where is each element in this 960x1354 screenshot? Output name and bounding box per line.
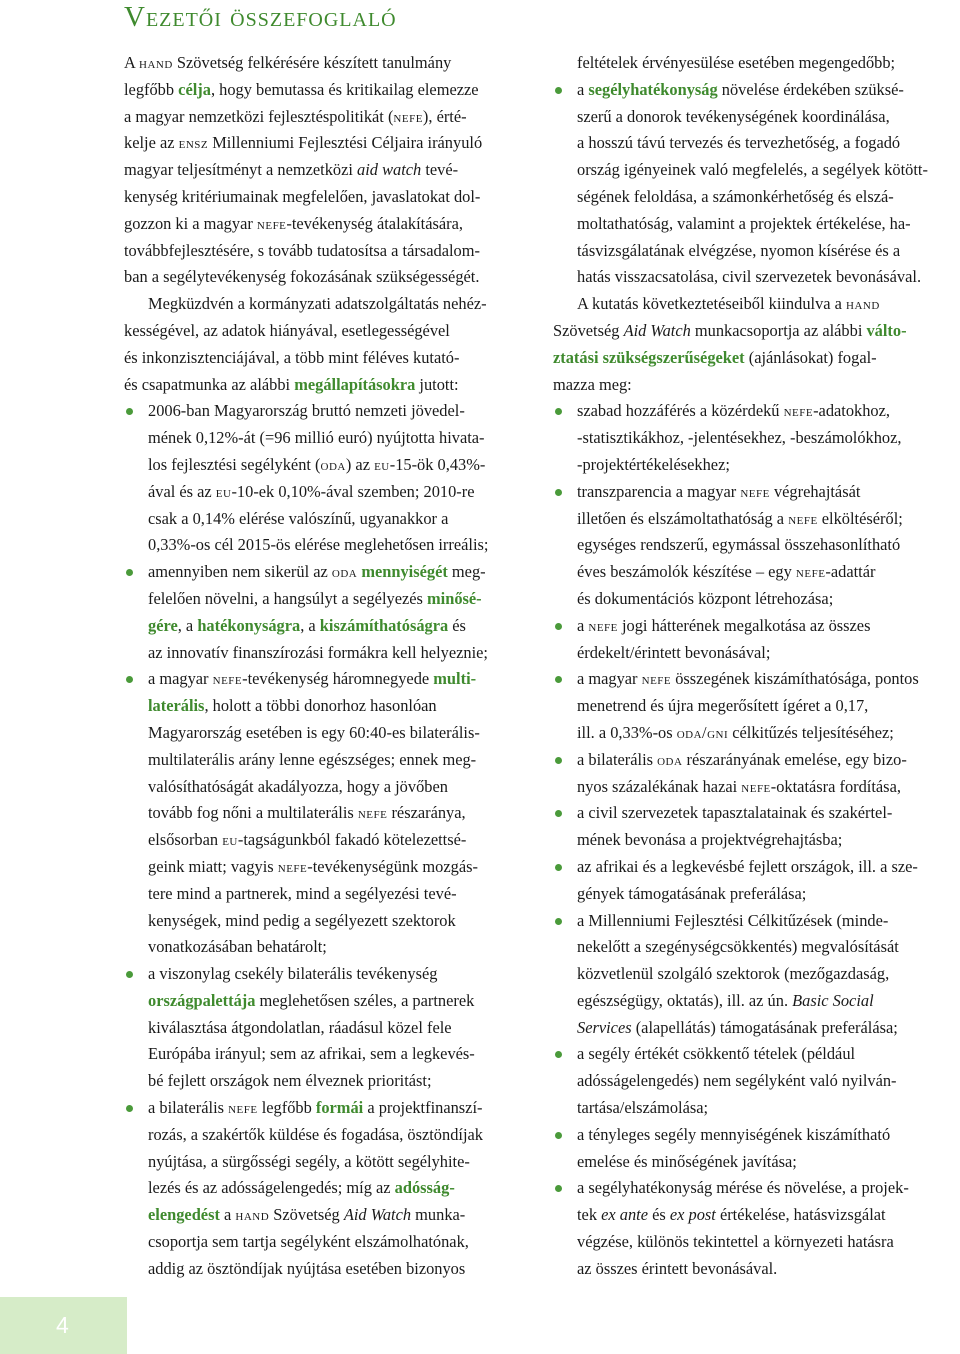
bullet-continuation-line: laterális, holott a többi donorhoz hasonlóan: [148, 696, 437, 716]
bullet-line: transzparencia a magyar nefe végrehajtását: [553, 479, 955, 506]
bullet-continuation-line: Európába irányul; sem az afrikai, sem a legkevés-: [148, 1044, 475, 1064]
bullet-continuation-line: elsősorban eu-tagságunkból fakadó kötelezettsé-: [148, 830, 467, 850]
paragraph-line: a magyar nemzetközi fejlesztéspolitikát (nefe), érté-: [124, 106, 467, 126]
bullet-line: a Millenniumi Fejlesztési Célkitűzések (minde-: [553, 908, 955, 935]
bullet-continuation-line: multilaterális arány lenne egészséges; ennek meg-: [148, 749, 477, 769]
left-text-column: [124, 50, 536, 1283]
bullet-continuation-line: ország igényeinek való megfelelés, a segélyek kötött-: [577, 160, 928, 180]
paragraph-line: ban a segélytevékenység fokozásának szükségességét.: [124, 267, 480, 287]
bullet-continuation-line: rozás, a szakértők küldése és fogadása, ösztöndíjak: [148, 1124, 483, 1144]
bullet-continuation-line: egészségügy, oktatás), ill. az ún. Basic Social: [577, 990, 874, 1010]
bullet-continuation-line: tere mind a partnerek, mind a segélyezési tevé-: [148, 883, 457, 903]
paragraph-line: kességével, az adatok hiányával, esetlegességével: [124, 320, 450, 340]
bullet-continuation-line: szerű a donorok tevékenységének koordinálása,: [577, 106, 890, 126]
bullet-continuation-line: a hosszú távú tervezés és tervezhetőség, a fogadó: [577, 133, 901, 153]
bullet-continuation-line: geink miatt; vagyis nefe-tevékenységünk mozgás-: [148, 856, 478, 876]
bullet-continuation-line: nyújtása, a sürgősségi segély, a kötött segélyhite-: [148, 1151, 470, 1171]
bullet-line: a viszonylag csekély bilaterális tevékenység: [124, 961, 536, 988]
bullet-continuation-line: országpalettája meglehetősen széles, a partnerek: [148, 990, 475, 1010]
bullet-continuation-line: és dokumentációs központ létrehozása;: [577, 588, 834, 608]
bullet-continuation-line: végzése, különös tekintettel a környezeti hatásra: [577, 1232, 894, 1252]
bullet-continuation-line: tásvizsgálatának elvégzése, nyomon kísérése és a: [577, 240, 901, 260]
bullet-continuation-line: bé fejlett országok nem élveznek prioritást;: [148, 1071, 432, 1091]
paragraph-line: kenység kritériumainak megfelelően, javaslatokat dol-: [124, 186, 481, 206]
section-title: Vezetői összefoglaló: [124, 1, 397, 33]
paragraph-line: Megküzdvén a kormányzati adatszolgáltatás nehéz-: [148, 294, 487, 314]
bullet-continuation-line: ával és az eu-10-ek 0,10%-ával szemben; 2010-re: [148, 481, 475, 501]
bullet-continuation-line: los fejlesztési segélyként (oda) az eu-15-ök 0,43%-: [148, 454, 486, 474]
paragraph-line: mazza meg:: [553, 374, 632, 394]
bullet-continuation-line: nekelőtt a szegénységcsökkentés) megvalósítását: [577, 937, 899, 957]
paragraph-line: kelje az ensz Millenniumi Fejlesztési Céljaira irányuló: [124, 133, 483, 153]
bullet-line: a nefe jogi hátterének megalkotása az összes: [553, 613, 955, 640]
bullet-continuation-line: egységes rendszerű, egymással összehasonlítható: [577, 535, 901, 555]
paragraph-line: magyar teljesítményt a nemzetközi aid watch tevé-: [124, 160, 459, 180]
bullet-continuation-line: érdekelt/érintett bevonásával;: [577, 642, 771, 662]
paragraph-line: és inkonzisztenciájával, a több mint féléves kutató-: [124, 347, 460, 367]
bullet-continuation-line: emelése és minőségének javítása;: [577, 1151, 797, 1171]
bullet-continuation-line: vonatkozásában behatárolt;: [148, 937, 327, 957]
bullet-continuation-line: Magyarország esetében is egy 60:40-es bilaterális-: [148, 722, 480, 742]
bullet-continuation-line: valósíthatóságát akadályozza, hogy a jövőben: [148, 776, 448, 796]
bullet-line: a segélyhatékonyság növelése érdekében szüksé-: [553, 77, 955, 104]
bullet-continuation-line: 0,33%-os cél 2015-ös elérése meglehetősen irreális;: [148, 535, 489, 555]
bullet-line: a bilaterális nefe legfőbb formái a projektfinanszí-: [124, 1095, 536, 1122]
bullet-line: az afrikai és a legkevésbé fejlett országok, ill. a sze-: [553, 854, 955, 881]
bullet-continuation-line: éves beszámolók készítése – egy nefe-adattár: [577, 562, 876, 582]
bullet-continuation-line: Services (alapellátás) támogatásának preferálása;: [577, 1017, 898, 1037]
bullet-continuation-line: gények támogatásának preferálása;: [577, 883, 807, 903]
paragraph-line: továbbfejlesztésére, s tovább tudatosítsa a társadalom-: [124, 240, 480, 260]
bullet-continuation-line: tovább fog nőni a multilaterális nefe részaránya,: [148, 803, 466, 823]
bullet-continuation-line: adósságelengedés) nem segélyként való nyilván-: [577, 1071, 897, 1091]
bullet-continuation-line: -statisztikákhoz, -jelentésekhez, -beszámolókhoz,: [577, 428, 902, 448]
bullet-continuation-line: feltételek érvényesülése esetében megengedőbb;: [577, 53, 896, 72]
bullet-continuation-line: tek ex ante és ex post értékelése, hatásvizsgálat: [577, 1205, 886, 1225]
bullet-continuation-line: mének 0,12%-át (=96 millió euró) nyújtotta hivata-: [148, 428, 485, 448]
bullet-continuation-line: hatás visszacsatolása, civil szervezetek bevonásával.: [577, 267, 922, 287]
bullet-continuation-line: az összes érintett bevonásával.: [577, 1258, 778, 1278]
bullet-line: szabad hozzáférés a közérdekű nefe-adatokhoz,: [553, 398, 955, 425]
bullet-continuation-line: közvetlenül szolgáló szektorok (mezőgazdaság,: [577, 964, 890, 984]
paragraph-line: A kutatás következtetéseiből kiindulva a hand: [577, 294, 880, 314]
bullet-line: a magyar nefe-tevékenység háromnegyede multi-: [124, 666, 536, 693]
bullet-continuation-line: -projektértékelésekhez;: [577, 454, 730, 474]
bullet-line: 2006-ban Magyarország bruttó nemzeti jövedel-: [124, 398, 536, 425]
bullet-continuation-line: az innovatív finanszírozási formákra kell helyeznie;: [148, 642, 488, 662]
paragraph-line: legfőbb célja, hogy bemutassa és kritikailag elemezze: [124, 79, 479, 99]
bullet-continuation-line: gére, a hatékonyságra, a kiszámíthatóságra és: [148, 615, 466, 635]
bullet-continuation-line: menetrend és újra megerősített ígéret a 0,17,: [577, 696, 869, 716]
bullet-continuation-line: felelően növelni, a hangsúlyt a segélyezés minősé-: [148, 588, 482, 608]
bullet-continuation-line: tartása/elszámolása;: [577, 1098, 709, 1118]
bullet-continuation-line: moltathatóság, valamint a projektek értékelése, ha-: [577, 213, 911, 233]
paragraph-line: és csapatmunka az alábbi megállapításokra jutott:: [124, 374, 459, 394]
right-text-column: [553, 50, 955, 1283]
bullet-line: amennyiben nem sikerül az oda mennyiségét meg-: [124, 559, 536, 586]
paragraph-line: ztatási szükségszerűségeket (ajánlásokat) fogal-: [553, 347, 877, 367]
bullet-line: a tényleges segély mennyiségének kiszámítható: [553, 1122, 955, 1149]
bullet-continuation-line: csoportja sem tartja segélyként elszámolhatónak,: [148, 1232, 469, 1252]
bullet-continuation-line: elengedést a hand Szövetség Aid Watch munka-: [148, 1205, 466, 1225]
bullet-line: a segély értékét csökkentő tételek (például: [553, 1041, 955, 1068]
bullet-line: a bilaterális oda részarányának emelése, egy bizo-: [553, 747, 955, 774]
bullet-continuation-line: illetően és elszámoltathatóság a nefe elköltéséről;: [577, 508, 903, 528]
bullet-continuation-line: ségének feloldása, a számonkérhetőség és elszá-: [577, 186, 894, 206]
bullet-continuation-line: kiválasztása átgondolatlan, ráadásul közel fele: [148, 1017, 452, 1037]
bullet-line: a magyar nefe összegének kiszámíthatósága, pontos: [553, 666, 955, 693]
bullet-continuation-line: lezés és az adósságelengedés; míg az adósság-: [148, 1178, 455, 1198]
page-number: 4: [56, 1312, 69, 1338]
bullet-continuation-line: addig az ösztöndíjak nyújtása esetében bizonyos: [148, 1258, 466, 1278]
bullet-continuation-line: ill. a 0,33%-os oda/gni célkitűzés teljesítéséhez;: [577, 722, 894, 742]
bullet-line: a segélyhatékonyság mérése és növelése, a projek-: [553, 1175, 955, 1202]
paragraph-line: Szövetség Aid Watch munkacsoportja az alábbi válto-: [553, 320, 907, 340]
bullet-continuation-line: kenységek, mind pedig a segélyezett szektorok: [148, 910, 456, 930]
bullet-line: a civil szervezetek tapasztalatainak és szakértel-: [553, 800, 955, 827]
paragraph-line: A hand Szövetség felkérésére készített tanulmány: [124, 53, 452, 72]
bullet-continuation-line: csak a 0,14% elérése valószínű, ugyanakkor a: [148, 508, 449, 528]
bullet-continuation-line: nyos százalékának hazai nefe-oktatásra fordítása,: [577, 776, 901, 796]
bullet-continuation-line: mének bevonása a projektvégrehajtásba;: [577, 830, 843, 850]
paragraph-line: gozzon ki a magyar nefe-tevékenység átalakítására,: [124, 213, 463, 233]
